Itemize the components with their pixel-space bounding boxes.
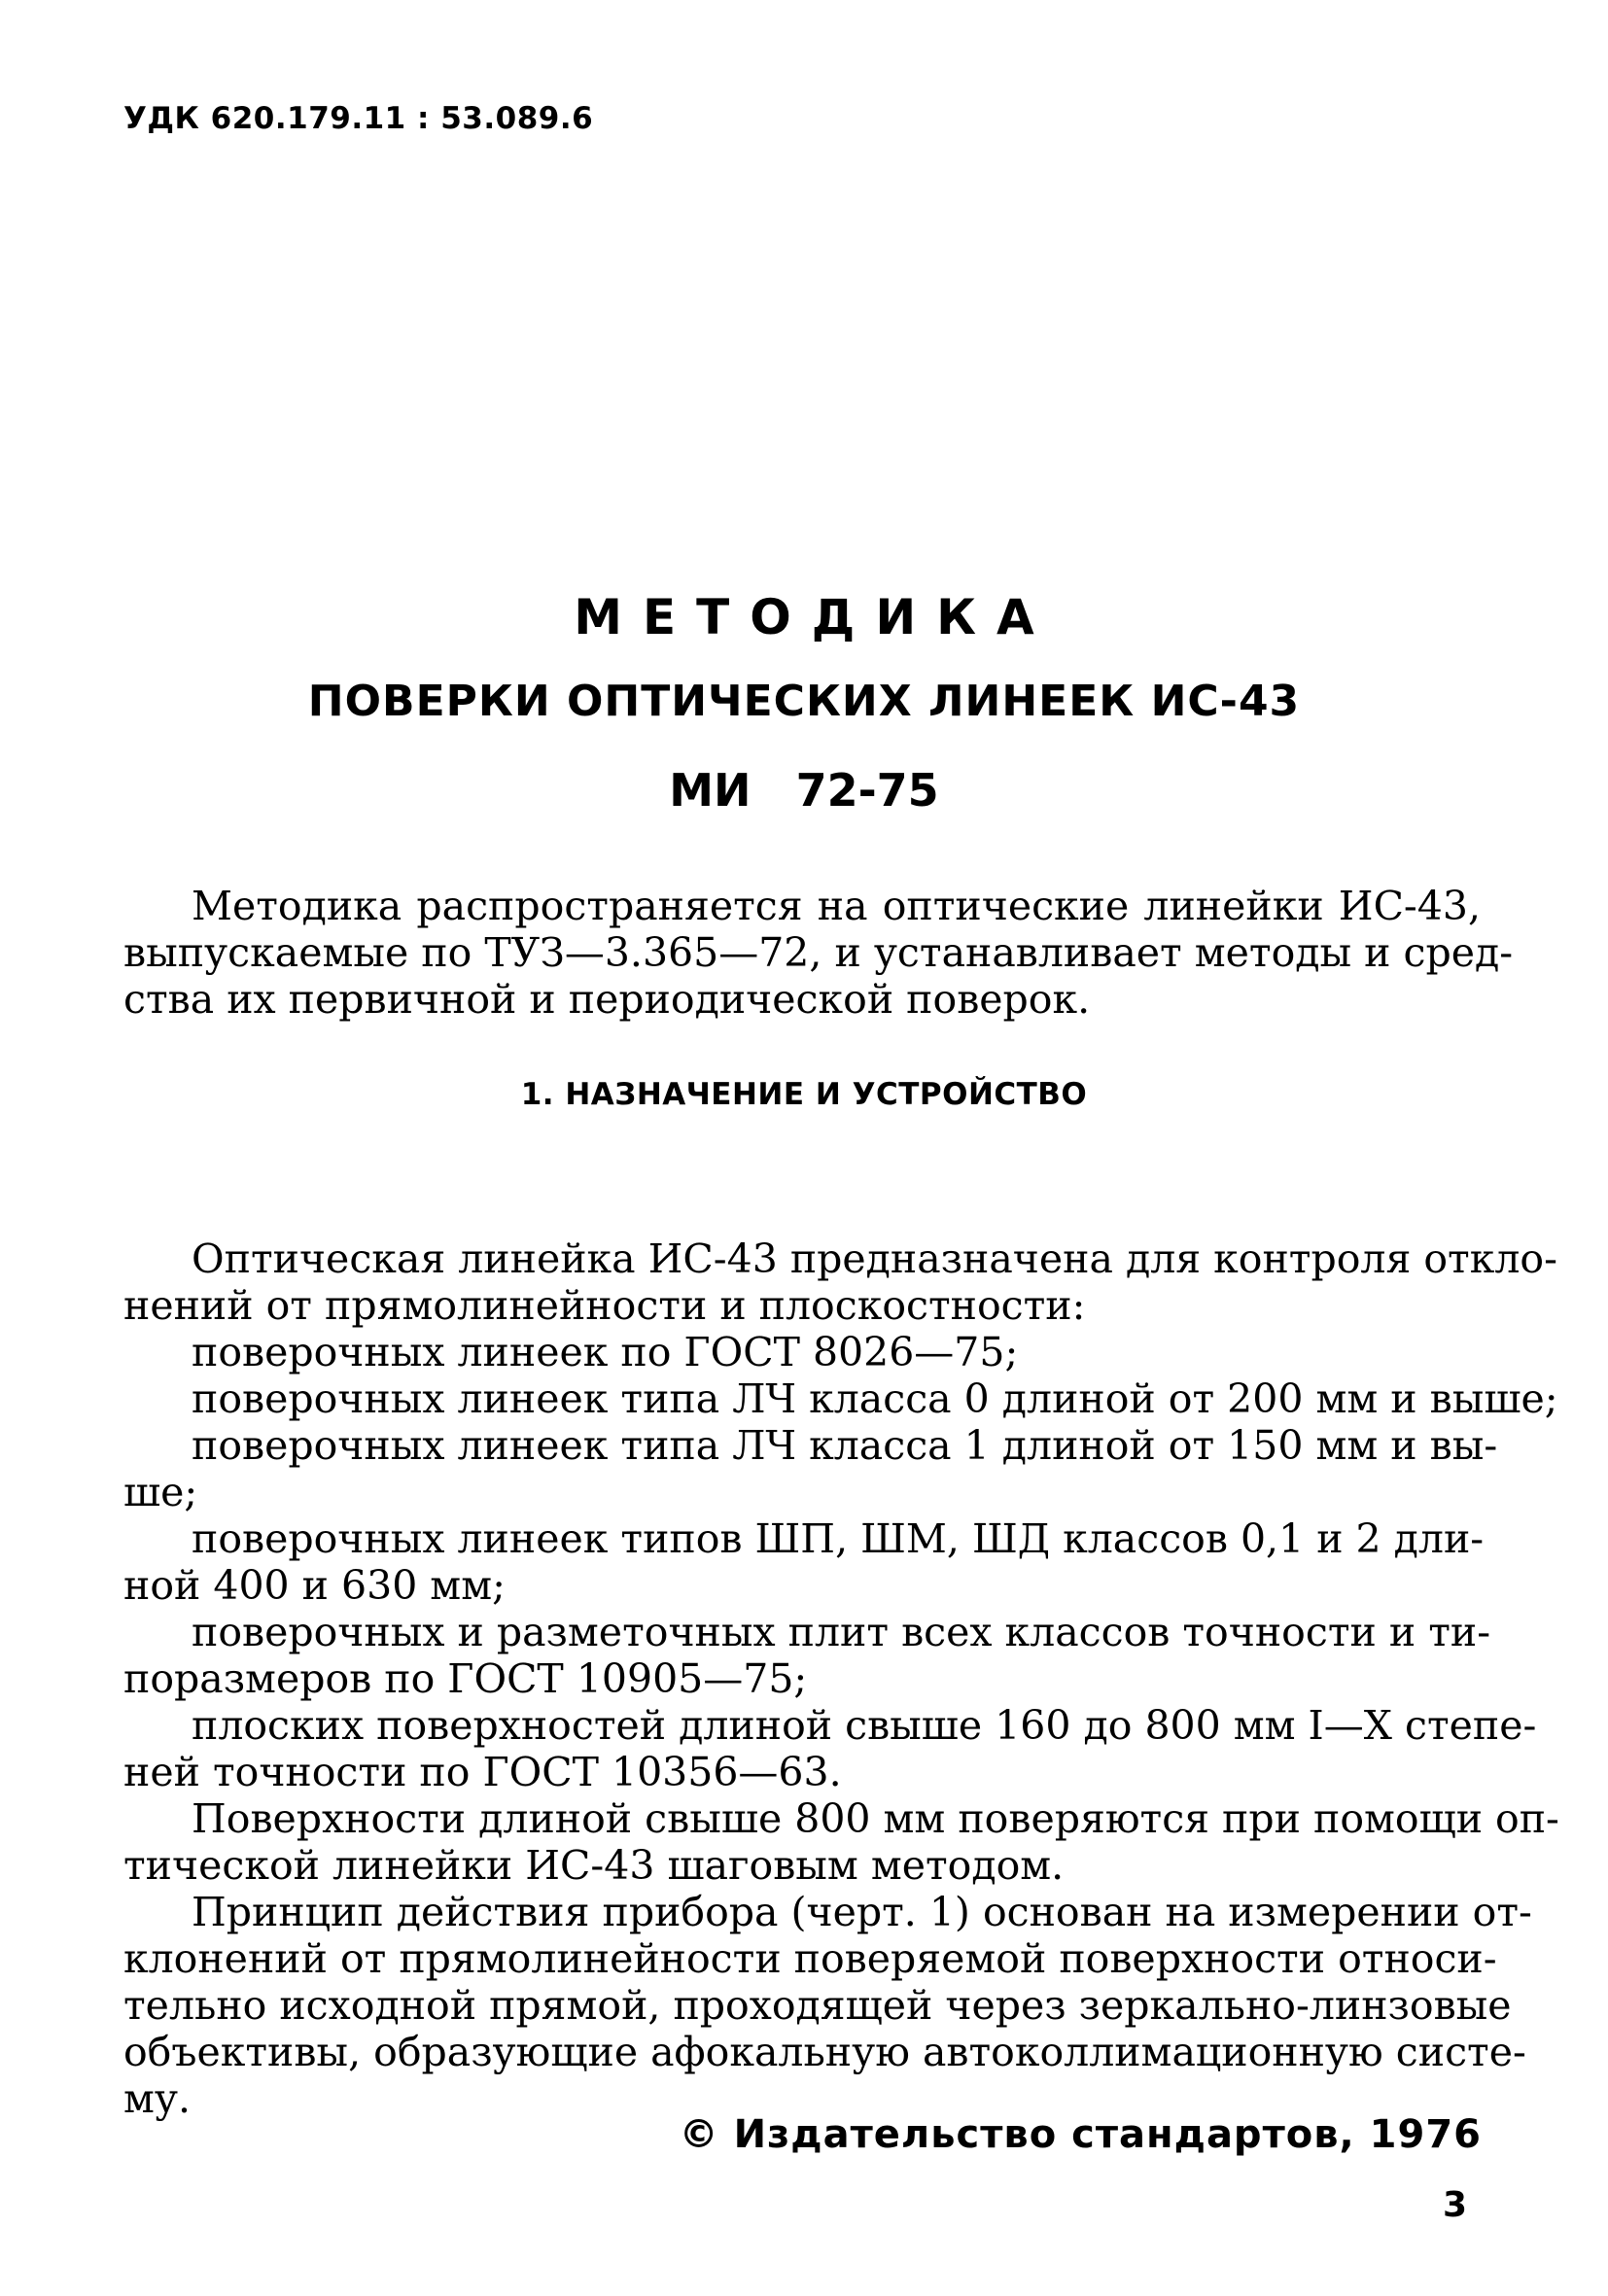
text-line: ной 400 и 630 мм;: [123, 1562, 506, 1609]
text-line: ше;: [123, 1469, 198, 1515]
text-line: поразмеров по ГОСТ 10905—75;: [123, 1655, 808, 1702]
text-line: Оптическая линейка ИС-43 предназначена для контроля откло-: [192, 1235, 1557, 1282]
list-item: поверочных линеек типов ШП, ШМ, ШД классов 0,1 и 2 дли-: [192, 1515, 1485, 1562]
text-line: Принцип действия прибора (черт. 1) основан на измерении от-: [192, 1889, 1532, 1935]
document-code: МИ 72-75: [669, 764, 939, 817]
list-item: поверочных линеек типа ЛЧ класса 0 длиной от 200 мм и выше;: [192, 1375, 1558, 1422]
text-line: Методика распространяется на оптические линейки ИС-43,: [192, 883, 1481, 929]
text-line: Поверхности длиной свыше 800 мм поверяются при помощи оп-: [192, 1795, 1559, 1842]
text-line: тельно исходной прямой, проходящей через зеркально-линзовые: [123, 1982, 1512, 2029]
text-line: ней точности по ГОСТ 10356—63.: [123, 1749, 842, 1795]
text-line: ства их первичной и периодической поверок.: [123, 976, 1091, 1023]
document-subtitle: ПОВЕРКИ ОПТИЧЕСКИХ ЛИНЕЕК ИС-43: [307, 677, 1301, 726]
text-line: тической линейки ИС-43 шаговым методом.: [123, 1842, 1065, 1889]
list-item: поверочных и разметочных плит всех классов точности и ти-: [192, 1609, 1491, 1655]
intro-paragraph: [123, 883, 1514, 1023]
text-line: нений от прямолинейности и плоскостности:: [123, 1282, 1086, 1329]
page-number: 3: [1442, 2185, 1467, 2225]
text-line: объективы, образующие афокальную автоколлимационную систе-: [123, 2029, 1526, 2075]
section-heading: 1. НАЗНАЧЕНИЕ И УСТРОЙСТВО: [520, 1077, 1088, 1112]
list-item: плоских поверхностей длиной свыше 160 до 800 мм I—X степе-: [192, 1702, 1537, 1749]
section-body: [123, 1235, 1559, 2122]
text-line: клонений от прямолинейности поверяемой поверхности относи-: [123, 1935, 1497, 1982]
list-item: поверочных линеек по ГОСТ 8026—75;: [192, 1329, 1019, 1375]
text-line: му.: [123, 2075, 192, 2122]
udk-code: УДК 620.179.11 : 53.089.6: [123, 101, 594, 136]
copyright-notice: © Издательство стандартов, 1976: [679, 2112, 1482, 2157]
document-title: МЕТОДИКА: [574, 589, 1055, 645]
list-item: поверочных линеек типа ЛЧ класса 1 длиной от 150 мм и вы-: [192, 1422, 1498, 1469]
text-line: выпускаемые по ТУЗ—3.365—72, и устанавливает методы и сред-: [123, 929, 1514, 976]
